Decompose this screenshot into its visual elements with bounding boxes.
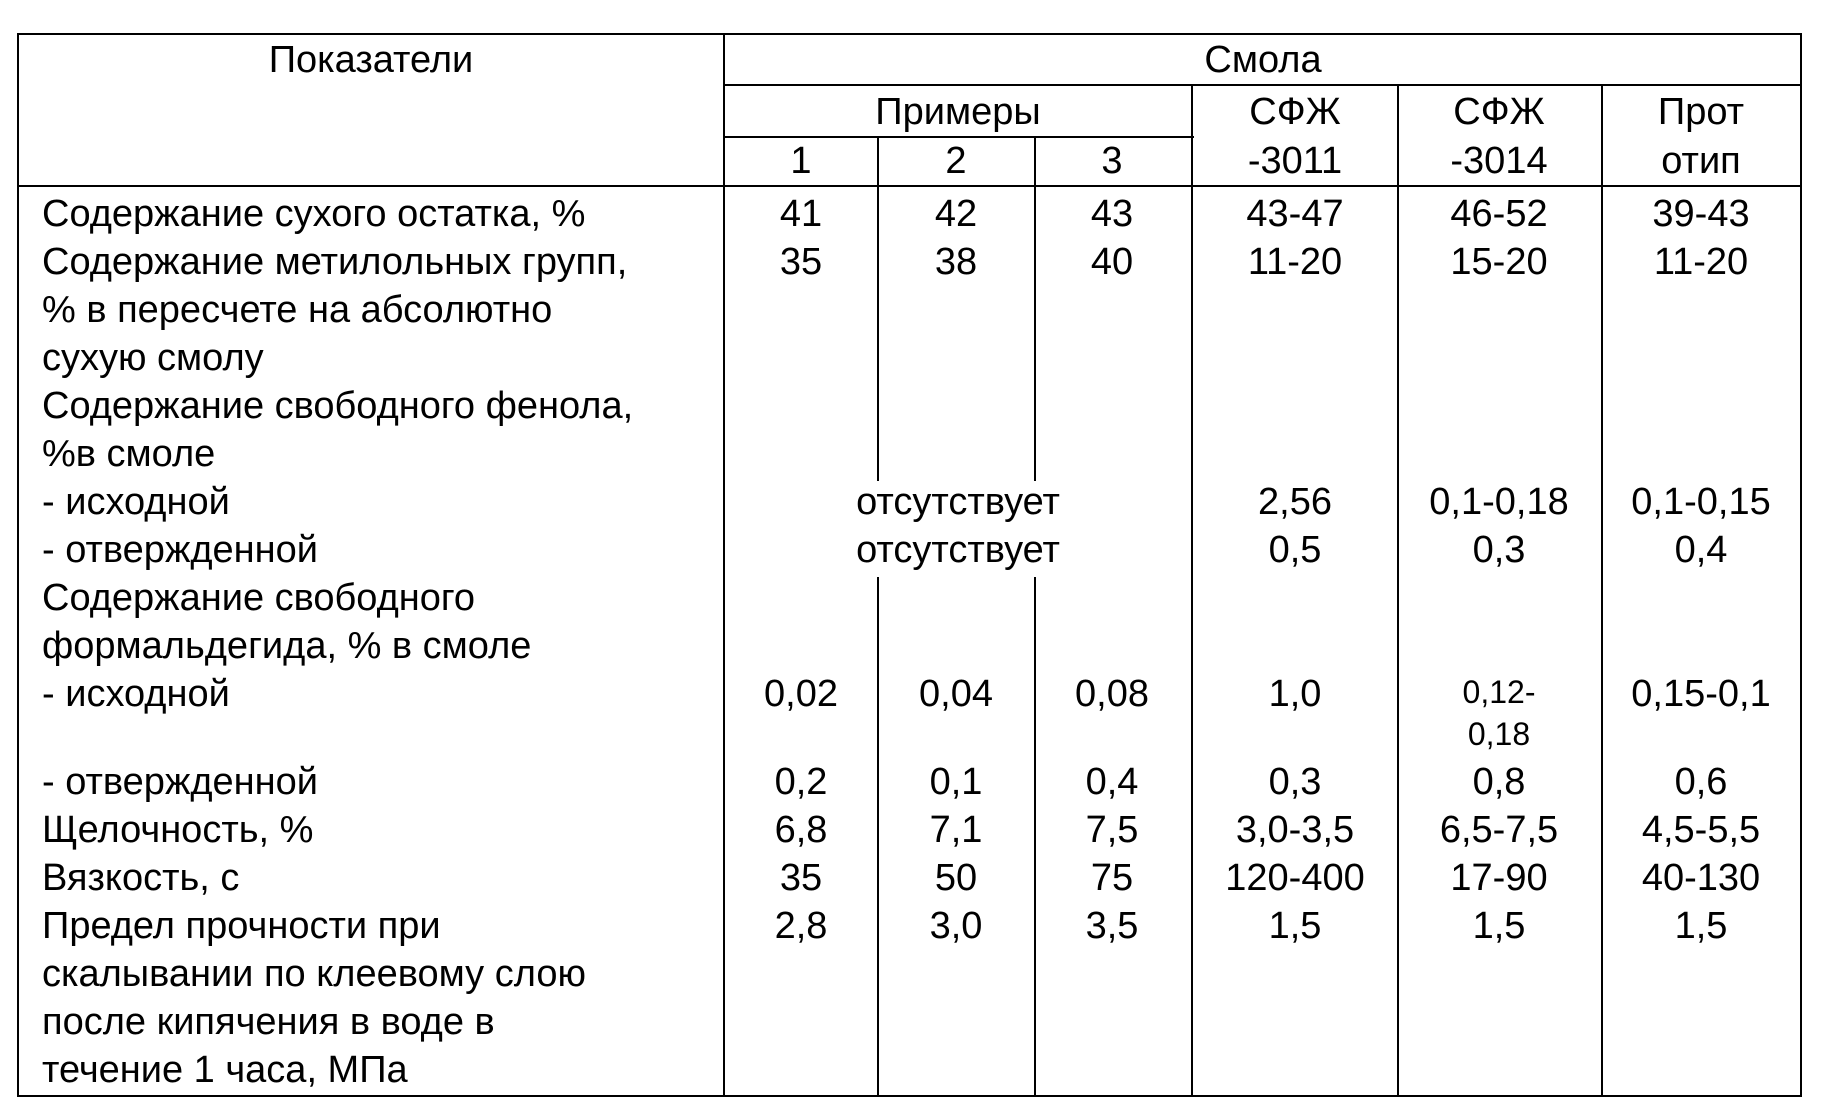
row-label: - отвержденной xyxy=(42,761,319,803)
cell-3014: 0,3 xyxy=(1472,529,1526,571)
cell-3011: 43-47 xyxy=(1246,193,1344,235)
header-proto-a: Прот xyxy=(1657,91,1745,133)
cell-proto: 0,6 xyxy=(1674,761,1728,803)
rule-under-resin xyxy=(724,84,1802,86)
cell-3014-line1: 0,12- xyxy=(1462,674,1536,710)
cell-ex1: 41 xyxy=(779,193,823,235)
cell-3011: 1,0 xyxy=(1268,673,1322,715)
cell-ex1: 2,8 xyxy=(774,905,828,947)
header-examples: Примеры xyxy=(875,91,1041,133)
cell-ex2: 7,1 xyxy=(929,809,983,851)
cell-ex3: 7,5 xyxy=(1085,809,1139,851)
cell-proto: 1,5 xyxy=(1674,905,1728,947)
rule-under-header xyxy=(17,185,1802,187)
cell-ex3: 75 xyxy=(1090,857,1134,899)
row-label: Содержание свободного xyxy=(42,577,476,619)
header-sfzh3014-b: -3014 xyxy=(1450,140,1548,182)
cell-proto: 0,4 xyxy=(1674,529,1728,571)
row-label: после кипячения в воде в xyxy=(42,1001,495,1043)
col-divider-3014 xyxy=(1601,84,1603,1097)
row-label: сухую смолу xyxy=(42,337,264,379)
cell-ex1: 6,8 xyxy=(774,809,828,851)
col-divider-ex1 xyxy=(877,136,879,481)
row-label: Содержание сухого остатка, % xyxy=(42,193,586,235)
header-sfzh3011-a: СФЖ xyxy=(1249,91,1341,133)
cell-ex2: 50 xyxy=(934,857,978,899)
header-ex3: 3 xyxy=(1101,140,1123,182)
cell-ex2: 3,0 xyxy=(929,905,983,947)
row-label: течение 1 часа, МПа xyxy=(42,1049,408,1091)
row-label: формальдегида, % в смоле xyxy=(42,625,532,667)
cell-3011: 0,3 xyxy=(1268,761,1322,803)
cell-3011: 0,5 xyxy=(1268,529,1322,571)
cell-3014: 6,5-7,5 xyxy=(1439,809,1559,851)
cell-ex3: 0,08 xyxy=(1075,673,1149,715)
cell-3014: 1,5 xyxy=(1472,905,1526,947)
col-divider-ex1-lower xyxy=(877,577,879,1097)
col-divider-examples xyxy=(1191,84,1193,1097)
header-sfzh3011-b: -3011 xyxy=(1247,140,1343,182)
cell-proto: 40-130 xyxy=(1641,857,1761,899)
row-label: Предел прочности при xyxy=(42,905,441,947)
col-divider-ex2-lower xyxy=(1034,577,1036,1097)
cell-ex2: 42 xyxy=(934,193,978,235)
cell-3011: 1,5 xyxy=(1268,905,1322,947)
row-label: - исходной xyxy=(42,481,230,523)
cell-3014: 0,8 xyxy=(1472,761,1526,803)
row-label: Вязкость, с xyxy=(42,857,240,899)
col-divider-ex2 xyxy=(1034,136,1036,481)
cell-examples-merged: отсутствует xyxy=(856,481,1060,523)
header-ex1: 1 xyxy=(790,140,812,182)
cell-ex2: 0,1 xyxy=(929,761,983,803)
cell-examples-merged: отсутствует xyxy=(856,529,1060,571)
row-label: скалывании по клеевому слою xyxy=(42,953,586,995)
header-sfzh3014-a: СФЖ xyxy=(1453,91,1545,133)
header-proto-b: отип xyxy=(1661,140,1741,182)
row-label: - отвержденной xyxy=(42,529,319,571)
cell-3014: 17-90 xyxy=(1450,857,1548,899)
header-resin: Смола xyxy=(1204,39,1322,81)
cell-proto: 39-43 xyxy=(1652,193,1750,235)
cell-ex2: 38 xyxy=(934,241,978,283)
header-indicators: Показатели xyxy=(268,39,474,81)
cell-3011: 120-400 xyxy=(1225,857,1365,899)
cell-3011: 3,0-3,5 xyxy=(1235,809,1355,851)
cell-ex3: 40 xyxy=(1090,241,1134,283)
cell-3014-line2: 0,18 xyxy=(1467,716,1531,752)
cell-ex1: 0,2 xyxy=(774,761,828,803)
cell-proto: 4,5-5,5 xyxy=(1641,809,1761,851)
cell-proto: 0,1-0,15 xyxy=(1631,481,1771,523)
cell-ex3: 3,5 xyxy=(1085,905,1139,947)
col-divider-indicators xyxy=(723,33,725,1097)
header-ex2: 2 xyxy=(945,140,967,182)
row-label: Содержание свободного фенола, xyxy=(42,385,634,427)
cell-3014: 46-52 xyxy=(1450,193,1548,235)
cell-3014: 0,1-0,18 xyxy=(1429,481,1569,523)
cell-ex1: 35 xyxy=(779,857,823,899)
cell-ex2: 0,04 xyxy=(919,673,993,715)
cell-ex1: 0,02 xyxy=(764,673,838,715)
cell-3014: 15-20 xyxy=(1450,241,1548,283)
cell-3011: 2,56 xyxy=(1258,481,1332,523)
col-divider-3011 xyxy=(1397,84,1399,1097)
cell-ex1: 35 xyxy=(779,241,823,283)
row-label: Содержание метилольных групп, xyxy=(42,241,628,283)
cell-3011: 11-20 xyxy=(1247,241,1343,283)
row-label: %в смоле xyxy=(42,433,216,475)
cell-ex3: 43 xyxy=(1090,193,1134,235)
cell-proto: 11-20 xyxy=(1653,241,1749,283)
row-label: % в пересчете на абсолютно xyxy=(42,289,553,331)
cell-proto: 0,15-0,1 xyxy=(1631,673,1771,715)
row-label: - исходной xyxy=(42,673,230,715)
row-label: Щелочность, % xyxy=(42,809,314,851)
cell-ex3: 0,4 xyxy=(1085,761,1139,803)
